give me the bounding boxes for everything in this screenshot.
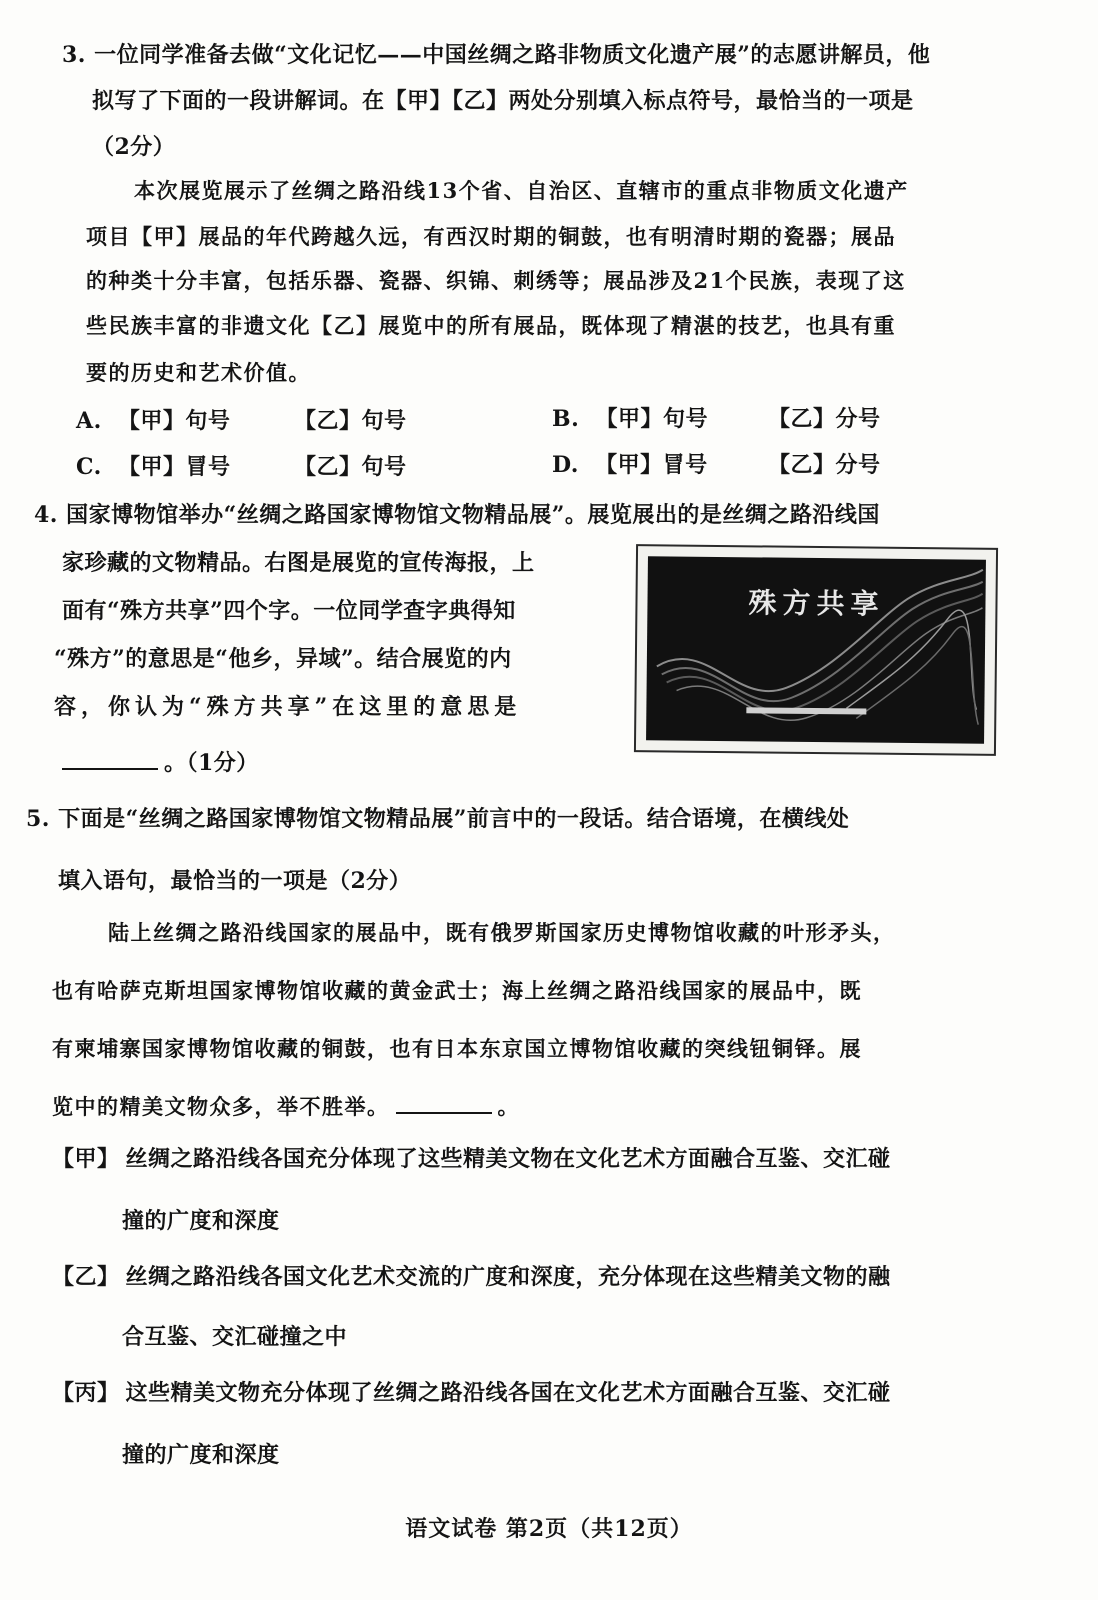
q3-passage-line: 的种类十分丰富，包括乐器、瓷器、织锦、刺绣等；展品涉及21个民族，表现了这 bbox=[86, 268, 906, 293]
poster-title: 殊方共享 bbox=[748, 586, 885, 621]
exhibition-poster bbox=[634, 544, 998, 756]
q4-stem-line: “殊方”的意思是“他乡，异域”。结合展览的内 bbox=[54, 646, 512, 672]
option-jia: 【甲】冒号 bbox=[595, 452, 708, 478]
q4-stem-line1: 4. 国家博物馆举办“丝绸之路国家博物馆文物精品展”。展览展出的是丝绸之路沿线国 bbox=[34, 502, 880, 528]
option-label: 【丙】 bbox=[52, 1380, 120, 1406]
q3-passage-line: 本次展览展示了丝绸之路沿线13个省、自治区、直辖市的重点非物质文化遗产 bbox=[134, 178, 909, 203]
q3-passage-line: 项目【甲】展品的年代跨越久远，有西汉时期的铜鼓，也有明清时期的瓷器；展品 bbox=[86, 224, 896, 249]
q5-option-jia-cont: 撞的广度和深度 bbox=[122, 1208, 280, 1234]
q4-answer-line bbox=[62, 748, 259, 778]
q4-stem-line: 家珍藏的文物精品。右图是展览的宣传海报，上 bbox=[62, 550, 535, 576]
option-text: 丝绸之路沿线各国文化艺术交流的广度和深度，充分体现在这些精美文物的融 bbox=[125, 1264, 891, 1290]
q5-stem-line1: 5. 下面是“丝绸之路国家博物馆文物精品展”前言中的一段话。结合语境，在横线处 bbox=[26, 806, 850, 832]
q3-stem-line2: 拟写了下面的一段讲解词。在【甲】【乙】两处分别填入标点符号，最恰当的一项是 bbox=[92, 88, 914, 114]
option-jia: 【甲】句号 bbox=[595, 406, 708, 432]
q5-passage-last-line bbox=[52, 1092, 520, 1122]
q3-passage-line: 些民族丰富的非遗文化【乙】展览中的所有展品，既体现了精湛的技艺，也具有重 bbox=[86, 313, 896, 338]
page-footer: 语文试卷 第2页（共12页） bbox=[405, 1516, 693, 1542]
q5-stem-line2: 填入语句，最恰当的一项是（2分） bbox=[58, 868, 412, 894]
q3-score: （2分） bbox=[92, 134, 176, 160]
option-label: D. bbox=[552, 452, 579, 478]
q4-stem-line: 面有“殊方共享”四个字。一位同学查字典得知 bbox=[62, 598, 516, 624]
q5-passage-line: 览中的精美文物众多，举不胜举。 bbox=[52, 1094, 390, 1119]
q3-passage-line: 要的历史和艺术价值。 bbox=[86, 360, 311, 385]
q4-stem-line: 容，你认为“殊方共享”在这里的意思是 bbox=[54, 694, 522, 720]
poster-image bbox=[646, 556, 986, 744]
option-label: 【乙】 bbox=[52, 1264, 120, 1290]
option-label: A. bbox=[76, 408, 102, 434]
q5-passage-line: 陆上丝绸之路沿线国家的展品中，既有俄罗斯国家历史博物馆收藏的叶形矛头， bbox=[108, 920, 896, 945]
option-text: 这些精美文物充分体现了丝绸之路沿线各国在文化艺术方面融合互鉴、交汇碰 bbox=[125, 1380, 891, 1406]
q3-option-d-yi: 【乙】分号 bbox=[768, 452, 881, 478]
q3-option-d[interactable] bbox=[552, 450, 708, 480]
q5-option-yi[interactable] bbox=[52, 1262, 891, 1292]
q3-option-a-yi: 【乙】句号 bbox=[294, 408, 407, 434]
option-label: 【甲】 bbox=[52, 1146, 120, 1172]
q3-option-c[interactable] bbox=[76, 452, 230, 482]
q5-passage-line: 有柬埔寨国家博物馆收藏的铜鼓，也有日本东京国立博物馆收藏的突线钮铜铎。展 bbox=[52, 1036, 862, 1061]
answer-blank[interactable] bbox=[396, 1092, 492, 1114]
q5-passage-end: 。 bbox=[497, 1094, 520, 1119]
q5-option-jia[interactable] bbox=[52, 1144, 891, 1174]
q3-option-a[interactable] bbox=[76, 406, 230, 436]
option-jia: 【甲】冒号 bbox=[117, 454, 231, 480]
option-label: B. bbox=[552, 406, 580, 432]
option-label: C. bbox=[76, 454, 102, 480]
q3-option-b[interactable] bbox=[552, 404, 708, 434]
q5-option-bing[interactable] bbox=[52, 1378, 891, 1408]
q3-option-b-yi: 【乙】分号 bbox=[768, 406, 881, 432]
option-jia: 【甲】句号 bbox=[117, 408, 231, 434]
q5-option-yi-cont: 合互鉴、交汇碰撞之中 bbox=[122, 1324, 348, 1350]
option-text: 丝绸之路沿线各国充分体现了这些精美文物在文化艺术方面融合互鉴、交汇碰 bbox=[125, 1146, 891, 1172]
q3-option-c-yi: 【乙】句号 bbox=[294, 454, 407, 480]
answer-blank[interactable] bbox=[62, 748, 158, 770]
q5-option-bing-cont: 撞的广度和深度 bbox=[122, 1442, 280, 1468]
q4-score: 。（1分） bbox=[164, 750, 259, 776]
q3-stem-line1: 3. 一位同学准备去做“文化记忆——中国丝绸之路非物质文化遗产展”的志愿讲解员，他 bbox=[62, 42, 931, 68]
q5-passage-line: 也有哈萨克斯坦国家博物馆收藏的黄金武士；海上丝绸之路沿线国家的展品中，既 bbox=[52, 978, 862, 1003]
